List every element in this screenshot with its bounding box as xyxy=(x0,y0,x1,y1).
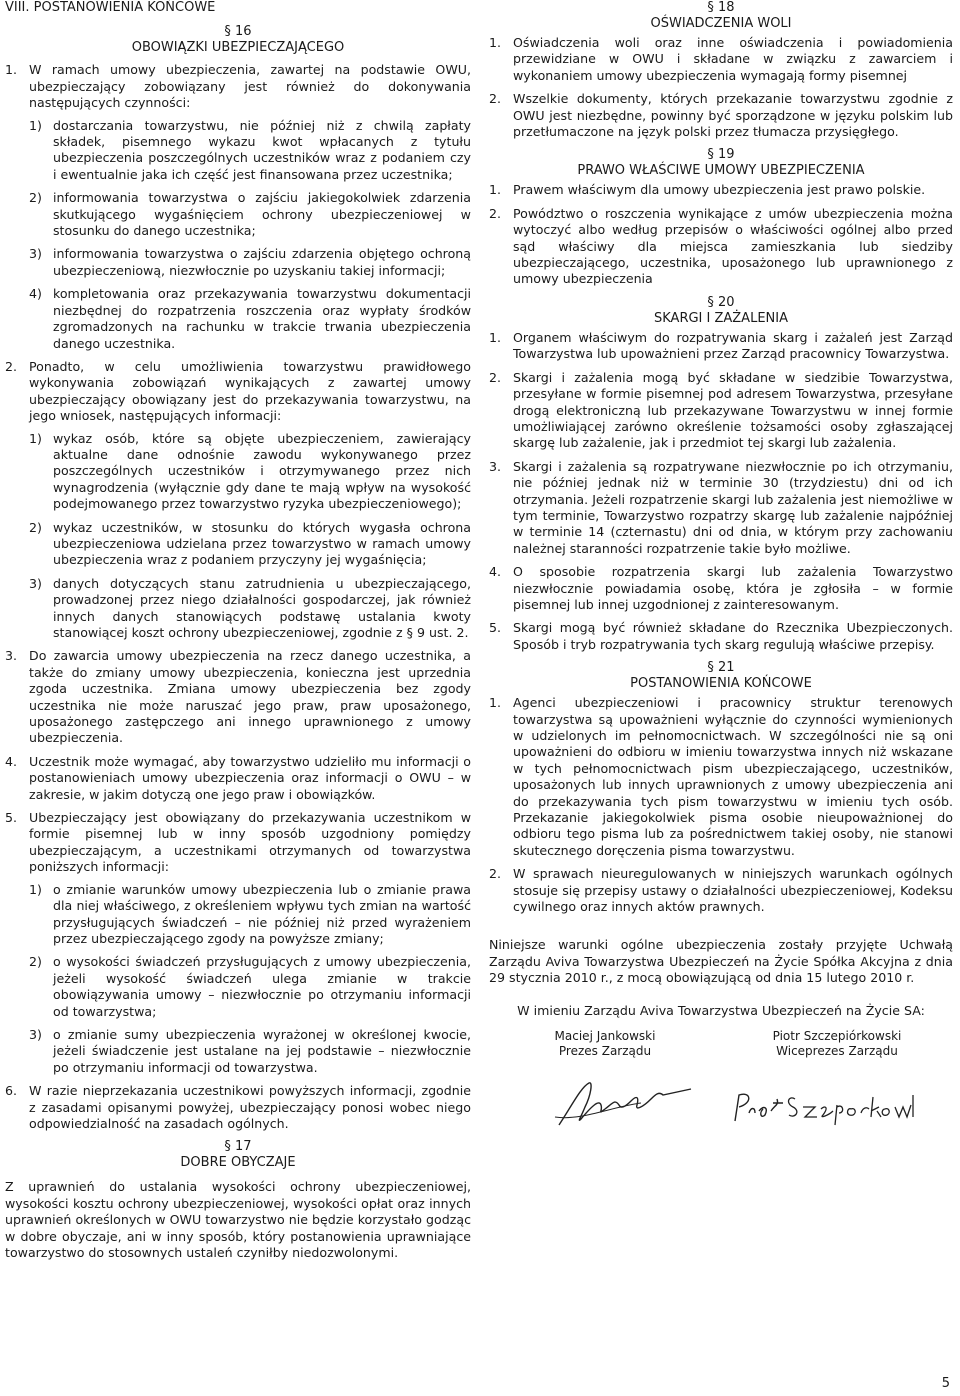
section-16-title: OBOWIĄZKI UBEZPIECZAJĄCEGO xyxy=(131,40,345,56)
section-16-symbol: § 16 xyxy=(224,24,252,40)
signer-name: Piotr Szczepiórkowski xyxy=(772,1029,902,1044)
item-text: Powództwo o roszczenia wynikające z umów ubezpieczenia można wytoczyć albo według przepisów o właściwości ogólnej albo przed sąd właściwy dla miejsca zamieszkania lub siedziby ubezpieczającego, uczestnika, uposażonego lub uprawnionego z umowy ubezpieczenia xyxy=(513,205,953,287)
closing-statement: Niniejsze warunki ogólne ubezpieczenia zostały przyjęte Uchwałą Zarządu Aviva Towarzystwa Ubezpieczeń na Życie Spółka Akcyjna z dnia 29 stycznia 2010 r., z mocą obowiązującą od dnia 15 lutego 2010 r. xyxy=(489,937,953,986)
section-21-title: POSTANOWIENIA KOŃCOWE xyxy=(630,676,812,692)
list-number: 1) xyxy=(29,430,42,446)
list-item xyxy=(29,1027,471,1076)
paragraph-text: Uczestnik może wymagać, aby towarzystwo udzieliło mu informacji o postanowieniach umowy ubezpieczenia oraz informacji o OWU – w zakresie, w jakim dotyczą one jego praw i obowiązków. xyxy=(29,753,471,802)
section-20-symbol: § 20 xyxy=(707,294,735,310)
s21-item xyxy=(489,866,953,915)
section-21-heading xyxy=(489,660,953,692)
paragraph-number: 5. xyxy=(5,810,18,826)
s16-paragraph-4 xyxy=(5,754,471,803)
list-text: wykaz osób, które są objęte ubezpieczeniem, zawierający aktualne dane odnośnie zawodu wykonywanego przez poszczególnych uczestników i otrzymywanego przez nich wynagrodzenia (wyłącznie gdy dane te mają wpływ na wysokość podejmowanego przez towarzystwo ryzyka ubezpieczeniowego); xyxy=(53,430,471,512)
list-text: informowania towarzystwa o zajściu zdarzenia objętego ochroną ubezpieczeniową, niezwłocznie po uzyskaniu takiej informacji; xyxy=(53,246,471,278)
item-text: Agenci ubezpieczeniowi i pracownicy struktur terenowych towarzystwa są upoważnieni wyłącznie do czynności wymienionych w udzielonych im pełnomocnictwach. W szczególności nie są oni upoważnieni do odbioru w imieniu towarzystwa innych niż wskazane w tych pełnomocnictwach pism ubezpieczającego, uczestników, uposażonych lub innych uprawnionych z umowy ubezpieczenia ani do przekazywania tych pism towarzystwu w imieniu tych osób. Przekazanie jakiegokolwiek pisma osobie nieupoważnionej do odbioru tego pisma lub za pośrednictwem takiej osoby, nie stanowi skutecznego doręczenia pisma towarzystwu. xyxy=(513,695,953,858)
section-18-title: OŚWIADCZENIA WOLI xyxy=(650,16,792,31)
left-column xyxy=(5,0,471,1261)
list-item xyxy=(29,246,471,279)
signatures xyxy=(489,1077,953,1137)
section-17-title: DOBRE OBYCZAJE xyxy=(180,1155,296,1171)
list-text: o zmianie warunków umowy ubezpieczenia lub o zmianie prawa dla niej właściwego, z określeniem wpływu tych zmian na wartość przysługujących świadczeń – nie później niż przed wyrażeniem przez ubezpieczającego zgody na powyższe zmiany; xyxy=(53,881,471,946)
chapter-title: VIII. POSTANOWIENIA KOŃCOWE xyxy=(5,0,216,15)
s16-paragraph-5 xyxy=(5,810,471,1076)
item-number: 1. xyxy=(489,35,502,50)
s16-paragraph-1 xyxy=(5,62,471,352)
item-text: O sposobie rozpatrzenia skargi lub zażalenia Towarzystwo niezwłocznie powiadamia osobę, która je zgłosiła – w formie pisemnej lub innej uzgodnionej z zainteresowanym. xyxy=(513,564,953,612)
list-item xyxy=(29,520,471,569)
paragraph-lead: Ubezpieczający jest obowiązany do przekazywania uczestnikom w formie pisemnej lub w inny sposób uzgodniony pomiędzy ubezpieczającym, a uczestnikami otrzymanych od towarzystwa poniższych informacji: xyxy=(29,810,471,875)
s20-item xyxy=(489,564,953,613)
item-text: Skargi i zażalenia są rozpatrywane niezwłocznie po ich otrzymaniu, nie później jednak niż w terminie 30 (trzydziestu) dni od ich otrzymania. Jeżeli rozpatrzenie skargi lub zażalenia jest niemożliwe w tym terminie, Towarzystwo rozpatrzy skargę lub zażalenie najpóźniej w terminie 14 (czternastu) dni od dnia, w którym przy zachowaniu należnej staranności rozpatrzenie takie było możliwe. xyxy=(513,458,953,556)
s18-item xyxy=(489,91,953,140)
list-text: kompletowania oraz przekazywania towarzystwu dokumentacji niezbędnej do rozpatrzenia roszczenia oraz wypłaty środków zgromadzonych na rachunku w trakcie trwania ubezpieczenia danego uczestnika. xyxy=(53,286,471,351)
paragraph-number: 2. xyxy=(5,358,18,374)
section-17-heading xyxy=(5,1139,471,1171)
paragraph-text: Do zawarcia umowy ubezpieczenia na rzecz danego uczestnika, a także do zmiany umowy ubezpieczenia, konieczna jest uprzednia zgoda uczestnika. Zmiana umowy ubezpieczenia bez zgody uczestnika nie może naruszać jego praw, praw uposażonego, uposażonego zastępczego ani innego uprawnionego z umowy ubezpieczenia. xyxy=(29,648,471,746)
item-number: 3. xyxy=(489,458,502,474)
list-item xyxy=(29,882,471,948)
item-number: 5. xyxy=(489,620,502,636)
item-text: Wszelkie dokumenty, których przekazanie towarzystwu zgodnie z OWU jest niezbędne, powinny być sporządzone w języku polskim lub przetłumaczone na język polski przez tłumacza przysięgłego. xyxy=(513,91,953,140)
item-text: Prawem właściwym dla umowy ubezpieczenia jest prawo polskie. xyxy=(513,182,926,198)
item-number: 1. xyxy=(489,329,502,345)
right-column xyxy=(489,0,953,1137)
paragraph-number: 4. xyxy=(5,753,18,769)
signers-row xyxy=(489,1029,953,1059)
section-19-symbol: § 19 xyxy=(707,147,735,163)
signer-role: Wiceprezes Zarządu xyxy=(776,1044,898,1059)
s20-item xyxy=(489,330,953,363)
list-item xyxy=(29,118,471,184)
board-line: W imieniu Zarządu Aviva Towarzystwa Ubezpieczeń na Życie SA: xyxy=(517,1002,925,1018)
list-number: 3) xyxy=(29,1026,42,1042)
item-number: 2. xyxy=(489,369,502,385)
list-number: 2) xyxy=(29,954,42,970)
section-18-symbol: § 18 xyxy=(707,0,735,15)
list-text: dostarczania towarzystwu, nie później niż z chwilą zapłaty składek, pisemnego wykazu kwot wpłacanych z tytułu ubezpieczenia poszczególnych uczestników wraz z podaniem czy i ewentualnie jaka ich część jest finansowana przez uczestnika; xyxy=(53,117,471,182)
page-number: 5 xyxy=(941,1375,950,1391)
signer-1 xyxy=(505,1029,705,1059)
list-item xyxy=(29,576,471,642)
paragraph-number: 6. xyxy=(5,1083,18,1099)
paragraph-lead: W ramach umowy ubezpieczenia, zawartej na podstawie OWU, ubezpieczający zobowiązany jest również do dokonywania następujących czynności: xyxy=(29,62,471,111)
s21-item xyxy=(489,695,953,859)
list-number: 1) xyxy=(29,117,42,133)
list-item xyxy=(29,190,471,239)
list-text: informowania towarzystwa o zajściu jakiegokolwiek zdarzenia skutkującego wygaśnięciem ochrony ubezpieczeniowej w stosunku do danego uczestnika; xyxy=(53,190,471,239)
s16-paragraph-6 xyxy=(5,1083,471,1132)
paragraph-number: 1. xyxy=(5,62,18,78)
list-number: 3) xyxy=(29,575,42,591)
section-20-heading xyxy=(489,295,953,327)
item-text: Oświadczenia woli oraz inne oświadczenia i powiadomienia przewidziane w OWU i składane w związku z zawarciem i wykonaniem umowy ubezpieczenia wymagają formy pisemnej xyxy=(513,35,953,83)
list-number: 2) xyxy=(29,190,42,206)
signature-block xyxy=(489,1003,953,1137)
paragraph-text: W razie nieprzekazania uczestnikowi powyższych informacji, zgodnie z zasadami opisanymi powyżej, ubezpieczający ponosi wobec niego odpowiedzialność na zasadach ogólnych. xyxy=(29,1083,471,1131)
list-text: danych dotyczących stanu zatrudnienia u ubezpieczającego, prowadzonej przez niego działalności gospodarczej, jak również innych danych stanowiących podstawę ustalania kwoty stanowiącej koszt ochrony ubezpieczeniowej, zgodnie z § 9 ust. 2. xyxy=(53,575,471,640)
list-number: 2) xyxy=(29,519,42,535)
list-text: o zmianie sumy ubezpieczenia wyrażonej w określonej kwocie, jeżeli świadczenie jest ustalane na jej podstawie – niezwłocznie po otrzymaniu informacji od towarzystwa. xyxy=(53,1026,471,1075)
section-17-text: Z uprawnień do ustalania wysokości ochrony ubezpieczeniowej, wysokości kosztu ochrony ubezpieczeniowej, wysokości opłat oraz innych uprawnień określonych w OWU towarzystwo nie będzie korzystało godząc w dobre obyczaje, ani w inny sposób, który postanowienia uprawniające towarzystwo do stosownych ustaleń czyniłby niedozwolonymi. xyxy=(5,1179,471,1260)
s19-item xyxy=(489,182,953,198)
signer-name: Maciej Jankowski xyxy=(554,1029,656,1044)
list-number: 3) xyxy=(29,246,42,262)
section-17-symbol: § 17 xyxy=(224,1139,252,1155)
list-number: 1) xyxy=(29,881,42,897)
item-number: 2. xyxy=(489,91,502,107)
section-18-heading xyxy=(489,0,953,32)
paragraph-lead: Ponadto, w celu umożliwienia towarzystwu prawidłowego wykonywania zobowiązań wynikających z zawartej umowy ubezpieczający obowiązany jest do przekazywania towarzystwu, na jego wniosek, następujących informacji: xyxy=(29,358,471,424)
paragraph-number: 3. xyxy=(5,648,18,664)
s16-paragraph-2 xyxy=(5,359,471,642)
list-item xyxy=(29,431,471,513)
s18-item xyxy=(489,35,953,84)
signer-role: Prezes Zarządu xyxy=(558,1044,652,1059)
s20-item xyxy=(489,620,953,653)
section-19-heading xyxy=(489,147,953,179)
list-item xyxy=(29,954,471,1020)
signature-2-image xyxy=(729,1085,919,1130)
item-text: Organem właściwym do rozpatrywania skarg i zażaleń jest Zarząd Towarzystwa lub upoważnieni przez Zarząd pracownicy Towarzystwa. xyxy=(513,329,953,362)
section-21-symbol: § 21 xyxy=(707,660,735,676)
s20-item xyxy=(489,459,953,557)
item-text: W sprawach nieuregulowanych w niniejszych warunkach ogólnych stosuje się przepisy ustawy o działalności ubezpieczeniowej, Kodeksu cywilnego oraz innych aktów prawnych. xyxy=(513,866,953,915)
item-number: 4. xyxy=(489,564,502,580)
list-text: wykaz uczestników, w stosunku do których wygasła ochrona ubezpieczeniowa udzielana przez towarzystwo w ramach umowy ubezpieczenia wraz z podaniem przyczyny jej wygaśnięcia; xyxy=(53,519,471,568)
section-19-title: PRAWO WŁAŚCIWE UMOWY UBEZPIECZENIA xyxy=(577,163,865,179)
item-text: Skargi mogą być również składane do Rzecznika Ubezpieczonych. Sposób i tryb rozpatrywania tych skarg regulują właściwe przepisy. xyxy=(513,620,953,652)
item-number: 1. xyxy=(489,182,502,198)
signer-2 xyxy=(737,1029,937,1059)
s16-paragraph-3 xyxy=(5,648,471,746)
list-number: 4) xyxy=(29,286,42,302)
item-number: 2. xyxy=(489,866,502,882)
item-number: 1. xyxy=(489,695,502,711)
section-20-title: SKARGI I ZAŻALENIA xyxy=(654,310,788,326)
section-16-heading xyxy=(5,24,471,56)
s19-item xyxy=(489,206,953,288)
list-item xyxy=(29,286,471,352)
item-number: 2. xyxy=(489,205,502,221)
signature-1-image xyxy=(551,1077,701,1132)
item-text: Skargi i zażalenia mogą być składane w siedzibie Towarzystwa, przesyłane w formie pisemnej pod adresem Towarzystwa, przesyłane drogą elektroniczną lub przekazywane Towarzystwu w innej formie umożliwiającej zarówno określenie tożsamości osoby zgłaszającej skargę lub zażalenie, jak i przedmiot tej skargi lub zażalenia. xyxy=(513,369,953,451)
list-text: o wysokości świadczeń przysługujących z umowy ubezpieczenia, jeżeli wysokość świadczeń ulega zmianie w trakcie obowiązywania umowy – niezwłocznie po otrzymaniu informacji od towarzystwa; xyxy=(53,954,471,1019)
s20-item xyxy=(489,370,953,452)
